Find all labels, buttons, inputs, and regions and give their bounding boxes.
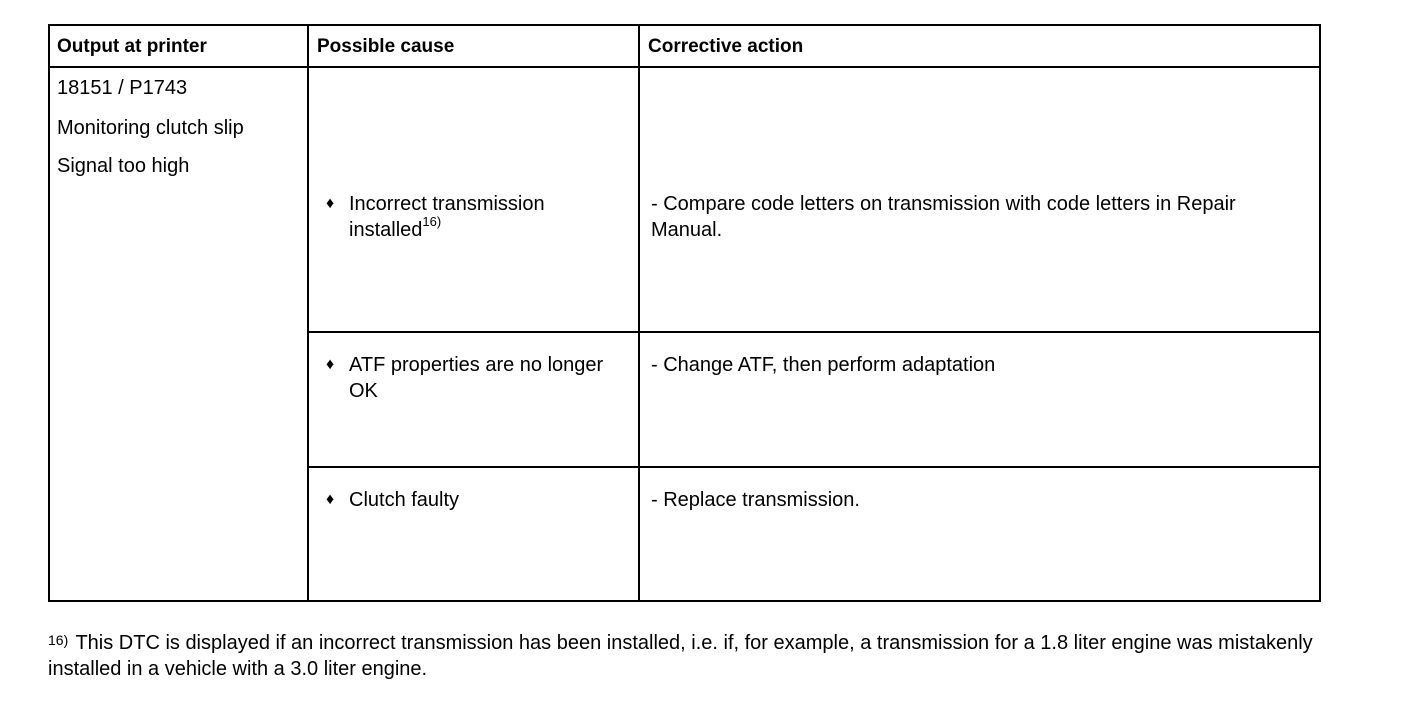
bullet-icon: ♦ [326, 356, 335, 373]
header-cause: Possible cause [317, 36, 455, 57]
cause-clutch-faulty [326, 487, 606, 513]
column-divider [638, 26, 640, 600]
row-divider [309, 466, 1319, 468]
footnote-marker: 16) [48, 632, 69, 648]
footnote [48, 630, 1348, 682]
cause-atf-properties [326, 352, 606, 404]
output-cell [57, 75, 257, 179]
cause-text: Incorrect transmission installed [349, 193, 545, 241]
footnote-text: This DTC is displayed if an incorrect transmission has been installed, i.e. if, for example, a transmission for a 1.8 liter engine was mistakenly installed in a vehicle with a 3.0 liter engine. [48, 632, 1313, 680]
header-action: Corrective action [648, 36, 804, 57]
action-change-atf: - Change ATF, then perform adaptation [651, 354, 996, 376]
header-divider [50, 66, 1319, 68]
bullet-icon: ♦ [326, 195, 335, 212]
footnote-ref: 16) [422, 214, 442, 230]
header-output: Output at printer [57, 36, 207, 57]
cause-text: Clutch faulty [349, 489, 460, 511]
action-compare-code-letters: - Compare code letters on transmission with code letters in Repair Manual. [651, 193, 1236, 241]
bullet-icon: ♦ [326, 491, 335, 508]
dtc-description: Monitoring clutch slip [57, 117, 244, 139]
dtc-code: 18151 / P1743 [57, 77, 188, 99]
action-replace-transmission: - Replace transmission. [651, 489, 860, 511]
dtc-table [48, 24, 1321, 602]
cause-text: ATF properties are no longer OK [349, 354, 604, 402]
dtc-signal: Signal too high [57, 155, 190, 177]
column-divider [307, 26, 309, 600]
row-divider [309, 331, 1319, 333]
cause-incorrect-transmission [326, 191, 606, 243]
